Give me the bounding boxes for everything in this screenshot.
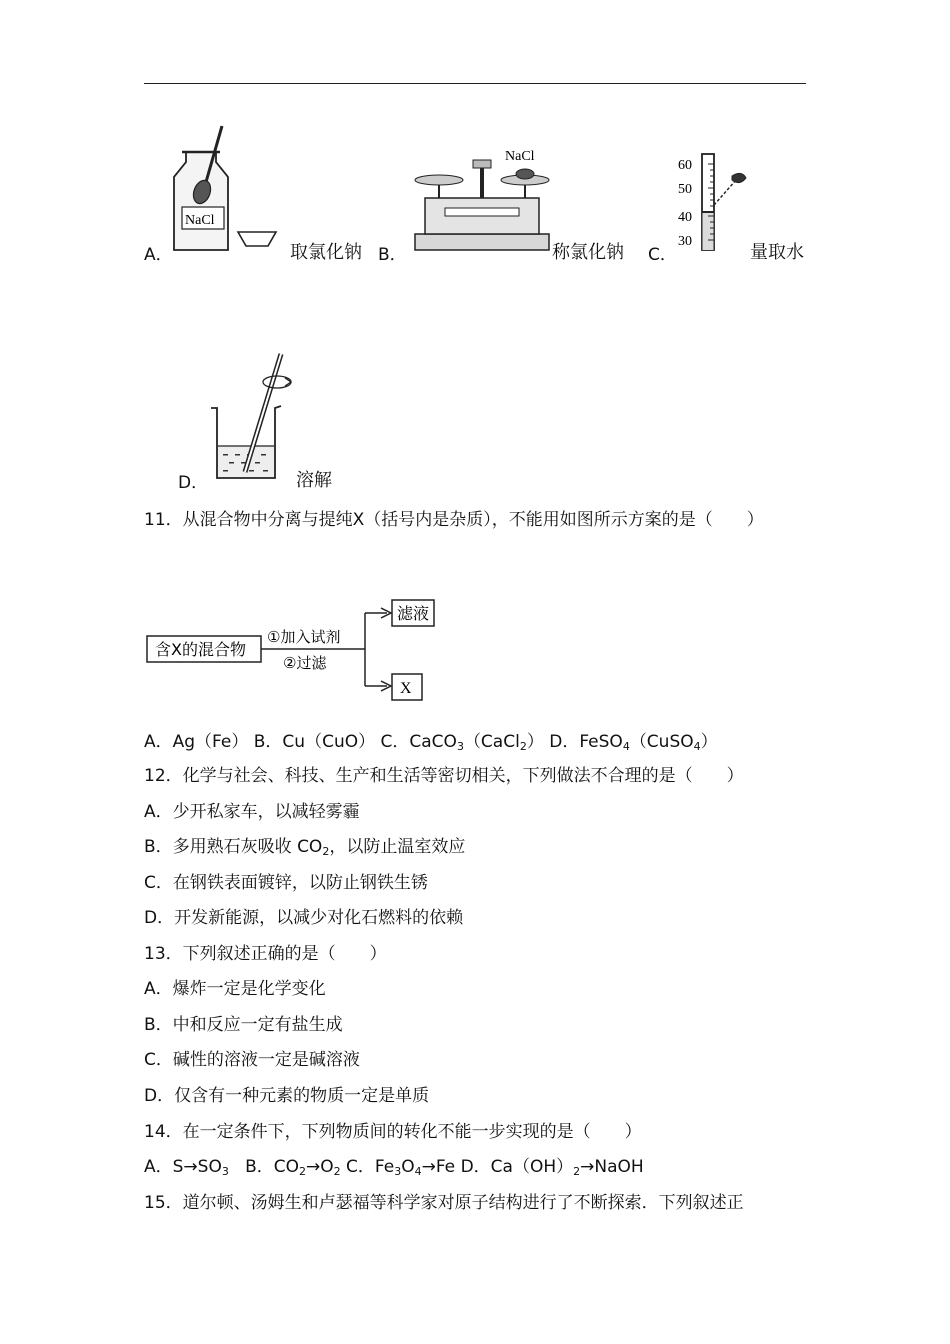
q13-option-d: D．仅含有一种元素的物质一定是单质: [144, 1086, 430, 1106]
nacl-label: NaCl: [185, 213, 215, 228]
flow-step-2: ②过滤: [283, 654, 327, 672]
question-15-stem: 15．道尔顿、汤姆生和卢瑟福等科学家对原子结构进行了不断探索．下列叙述正: [144, 1193, 744, 1213]
q12-option-c: C．在钢铁表面镀锌，以防止钢铁生锈: [144, 873, 428, 893]
question-13-stem: 13．下列叙述正确的是（ ）: [144, 944, 387, 964]
option-a-caption: 取氯化钠: [290, 242, 362, 263]
separation-flow-diagram: [145, 596, 435, 706]
flow-step-1: ①加入试剂: [267, 628, 341, 646]
option-a-letter: A．: [144, 245, 173, 265]
option-d-caption: 溶解: [296, 470, 332, 491]
q14-option-b: B．$CO_2\to O_2$: [245, 1157, 341, 1178]
q11-option-a: A．Ag（Fe）: [144, 732, 249, 752]
flow-filtrate: 滤液: [397, 604, 430, 623]
q11-option-b: B．Cu（CuO）: [253, 732, 376, 752]
option-d-letter: D．: [178, 473, 209, 493]
q14-option-a: A．$S\to SO_3$: [144, 1157, 229, 1178]
eye-icon: [732, 173, 746, 182]
q14-option-c: C．$Fe_3O_4\to Fe$: [346, 1157, 456, 1178]
graduated-cylinder-figure: [672, 150, 752, 252]
flow-start: 含X的混合物: [155, 640, 246, 659]
option-c-caption: 量取水: [750, 242, 804, 263]
q11-option-c: C．CaCO$_3$（CaCl$_2$）: [380, 732, 544, 753]
balance-figure: [405, 142, 553, 260]
tick-30: 30: [678, 234, 692, 249]
tick-60: 60: [678, 158, 692, 173]
question-11-stem: 11．从混合物中分离与提纯X（括号内是杂质），不能用如图所示方案的是（ ）: [144, 510, 764, 530]
q12-option-b: B．多用熟石灰吸收 $CO_2$，以防止温室效应: [144, 837, 466, 858]
question-14-options: [144, 1156, 644, 1178]
q12-option-a: A．少开私家车，以减轻雾霾: [144, 802, 360, 822]
q12-option-d: D．开发新能源，以减少对化石燃料的依赖: [144, 908, 464, 928]
question-14-stem: 14．在一定条件下，下列物质间的转化不能一步实现的是（ ）: [144, 1122, 642, 1142]
question-12-stem: 12．化学与社会、科技、生产和生活等密切相关，下列做法不合理的是（ ）: [144, 766, 744, 786]
reagent-bottle-figure: [166, 122, 288, 254]
option-b-letter: B．: [378, 245, 407, 265]
q11-option-d: D．FeSO$_4$（CuSO$_4$）: [549, 732, 718, 753]
q14-option-d: D．$Ca(OH)_2\to NaOH$: [460, 1157, 644, 1178]
flow-x: X: [400, 680, 412, 697]
tick-50: 50: [678, 182, 692, 197]
q13-option-b: B．中和反应一定有盐生成: [144, 1015, 343, 1035]
tick-40: 40: [678, 210, 692, 225]
option-b-caption: 称氯化钠: [552, 242, 624, 263]
q13-option-c: C．碱性的溶液一定是碱溶液: [144, 1050, 360, 1070]
balance-nacl-label: NaCl: [505, 149, 535, 164]
header-rule: [144, 83, 806, 84]
option-c-letter: C．: [648, 245, 677, 265]
beaker-stirring-figure: [205, 350, 295, 486]
question-11-options: [144, 731, 718, 753]
q13-option-a: A．爆炸一定是化学变化: [144, 979, 326, 999]
